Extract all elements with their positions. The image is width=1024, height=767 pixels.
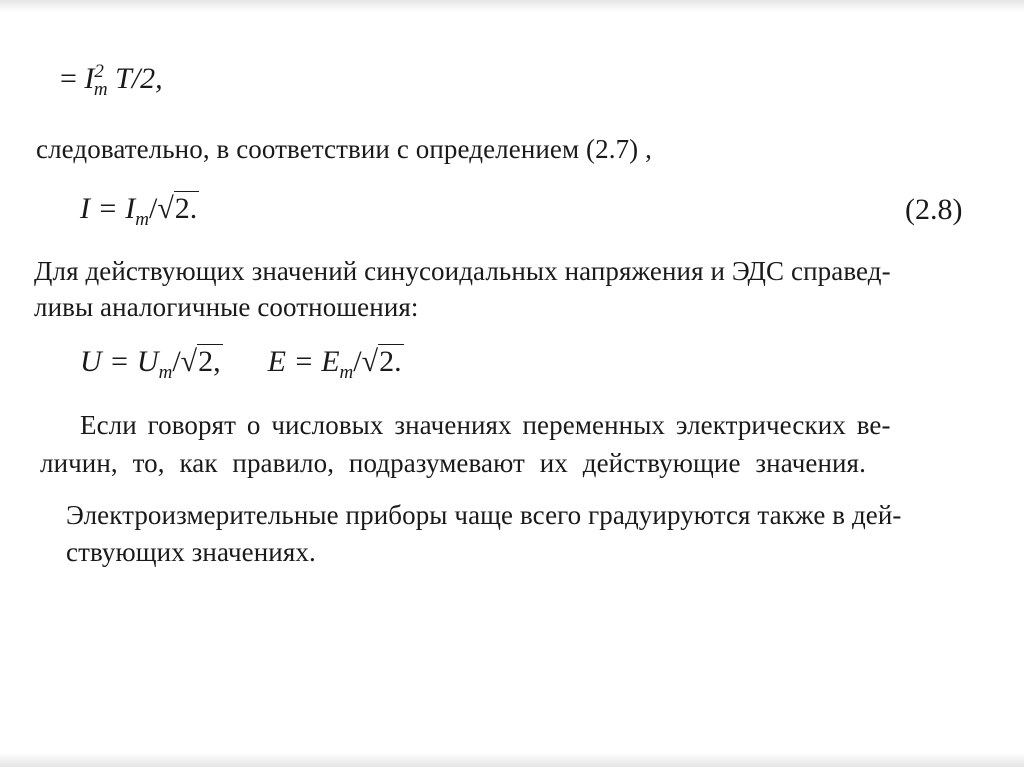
sqrt-symbol: √2, <box>180 345 221 378</box>
eq28-lhs: I = <box>80 192 126 225</box>
eq1-sub: m <box>93 79 108 100</box>
paragraph-line: Если говорят о числовых значениях переменных электрических ве- <box>80 410 891 440</box>
e-slash: / <box>353 345 362 378</box>
paragraph-line: ливы аналогичные соотношения: <box>34 292 419 322</box>
sqrt-symbol: √2. <box>157 192 198 225</box>
equals-sign: = <box>60 62 85 95</box>
e-root: 2. <box>379 345 402 378</box>
equation-number: (2.8) <box>905 193 963 226</box>
paragraph-line: Электроизмерительные приборы чаще всего градуируются также в дей- <box>66 500 902 530</box>
page-top-shadow <box>0 0 1024 12</box>
page-bottom-shadow <box>0 753 1024 767</box>
equation-2-8 <box>80 192 199 230</box>
u-sub: m <box>158 362 173 383</box>
eq28-root: 2. <box>174 192 198 225</box>
e-lhs: E = <box>267 345 322 378</box>
text-line-continuation: следовательно, в соответствии с определением (2.7) , <box>36 134 652 164</box>
eq1-var: I <box>84 62 95 95</box>
u-slash: / <box>172 345 181 378</box>
sqrt-symbol: √2. <box>361 345 402 378</box>
paragraph-line: ствующих значениях. <box>66 537 316 567</box>
eq1-rest: T/2, <box>107 62 163 95</box>
u-var: U <box>136 345 159 378</box>
u-lhs: U = <box>80 345 137 378</box>
eq28-var: I <box>125 192 136 225</box>
e-sub: m <box>339 362 354 383</box>
eq28-slash: / <box>148 192 158 225</box>
equations-u-e <box>80 345 404 383</box>
equation-energy <box>60 61 163 100</box>
paragraph-line: личин, то, как правило, подразумевают их действующие значения. <box>40 448 866 478</box>
e-var: E <box>321 345 340 378</box>
eq28-sub: m <box>135 209 149 230</box>
paragraph-line: Для действующих значений синусоидальных напряжения и ЭДС справед- <box>34 256 891 286</box>
eq1-sup: 2 <box>94 61 104 82</box>
u-root: 2, <box>198 345 221 378</box>
